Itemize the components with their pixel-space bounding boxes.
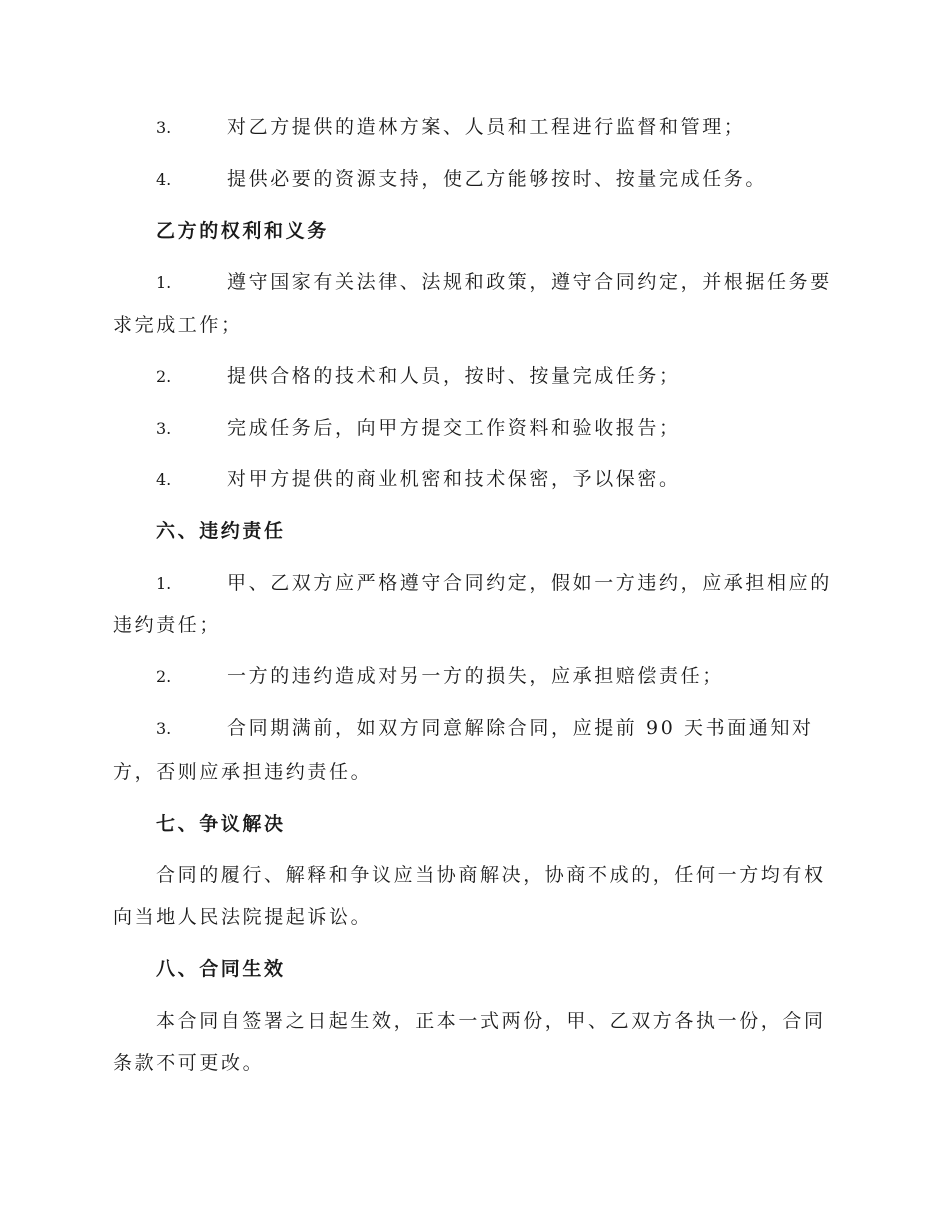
list-number: 2. <box>156 667 172 686</box>
list-item-continuation: 方，否则应承担违约责任。 <box>113 761 373 783</box>
list-item-text: 提供必要的资源支持，使乙方能够按时、按量完成任务。 <box>227 168 768 190</box>
list-item-text: 遵守国家有关法律、法规和政策，遵守合同约定，并根据任务要 <box>227 271 832 293</box>
section-heading-party-b: 乙方的权利和义务 <box>156 220 329 242</box>
section-heading-effective: 八、合同生效 <box>156 958 286 980</box>
list-item-text: 对乙方提供的造林方案、人员和工程进行监督和管理； <box>227 116 746 138</box>
list-number: 2. <box>156 367 172 386</box>
list-item-text: 提供合格的技术和人员，按时、按量完成任务； <box>227 365 681 387</box>
paragraph-text: 本合同自签署之日起生效，正本一式两份，甲、乙双方各执一份，合同 <box>156 1010 826 1032</box>
list-item-continuation: 违约责任； <box>113 614 222 636</box>
list-item-text: 一方的违约造成对另一方的损失，应承担赔偿责任； <box>227 665 724 687</box>
paragraph-text: 合同的履行、解释和争议应当协商解决，协商不成的，任何一方均有权 <box>156 864 826 886</box>
list-number: 3. <box>156 118 172 137</box>
section-heading-dispute: 七、争议解决 <box>156 813 286 835</box>
list-item-text: 对甲方提供的商业机密和技术保密，予以保密。 <box>227 468 681 490</box>
list-item-text: 甲、乙双方应严格遵守合同约定，假如一方违约，应承担相应的 <box>227 572 832 594</box>
list-item-text: 合同期满前，如双方同意解除合同，应提前 90 天书面通知对 <box>227 717 814 739</box>
paragraph-continuation: 条款不可更改。 <box>113 1052 265 1074</box>
list-number: 4. <box>156 170 172 189</box>
list-number: 1. <box>156 574 172 593</box>
list-number: 3. <box>156 719 172 738</box>
paragraph-continuation: 向当地人民法院提起诉讼。 <box>113 906 373 928</box>
list-item-continuation: 求完成工作； <box>113 314 243 336</box>
list-number: 4. <box>156 470 172 489</box>
list-item-text: 完成任务后，向甲方提交工作资料和验收报告； <box>227 417 681 439</box>
list-number: 3. <box>156 419 172 438</box>
list-number: 1. <box>156 273 172 292</box>
section-heading-breach: 六、违约责任 <box>156 520 286 542</box>
